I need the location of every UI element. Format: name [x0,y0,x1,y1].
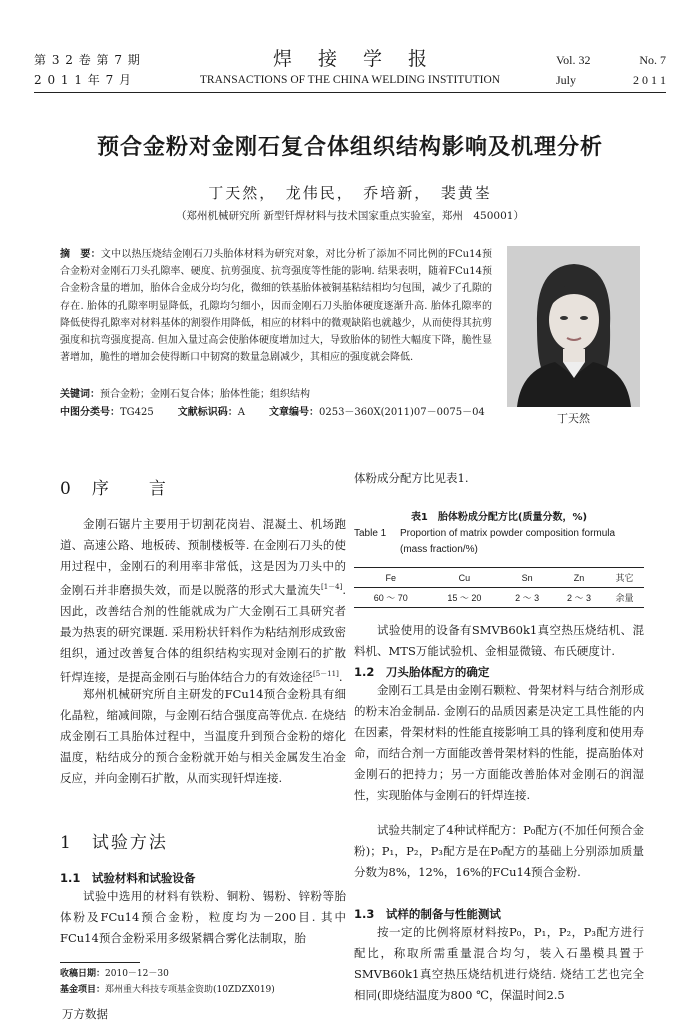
section-1-3-heading: 1.3 试样的制备与性能测试 [354,907,501,921]
section-1-heading [60,828,346,853]
table-cell: 2 ～ 3 [567,593,592,603]
header-rule [34,92,666,93]
footnote-rule [60,962,140,963]
table-header-cell: Fe [385,572,397,583]
table-header-cell: 其它 [615,573,634,583]
table-header-row [354,568,644,588]
citation-2: [5－11] [313,670,339,679]
clc-value: TG425 [120,407,154,418]
table-cell: 余量 [615,593,634,603]
header-left [34,50,141,90]
issue-date: 2 0 1 1 年 7 月 [34,73,133,87]
keywords [60,386,492,403]
classification-line [60,404,492,421]
table-cell: 2 ～ 3 [515,593,540,603]
keywords-label: 关键词： [60,389,100,400]
section-0-title: 序 言 [91,479,168,499]
watermark-text: 万方数据 [62,1007,108,1021]
section-0-heading [60,474,346,499]
doc-code-value: A [237,407,245,418]
article-authors: 丁天然， 龙伟民， 乔培新， 裴黄峑 [208,184,492,202]
fund-label: 基金项目： [60,985,106,995]
abstract-text: 文中以热压烧结金刚石刀头胎体材料为研究对象，对比分析了添加不同比例的FCu14预合金粉对金刚石刀头孔隙率、硬度、抗剪强度、抗弯强度等性能的影响. 结果表明，随着FCu14预合金粉含量的增加，胎体合金成分均匀化，微细的铁基胎体被铜基粘结相均匀包围，减少了孔隙的存在. 胎体的孔隙率明显降低，孔隙均匀细小，因而金刚石刀头胎体硬度逐渐升高. 胎体孔隙率的降低使得孔隙率对材料基体的割裂作用降低，相应的材料中的微观缺陷也就越少，从而使得其抗剪强度和抗弯强度提高. 但加入量过高会使胎体硬度增加过大，导致胎体的韧性大幅度下降，脆性显著增加，脆性的增加会使得断口中韧窝的数量急剧减少，其相应的强度就会降低. [60,249,493,364]
month-en: July [556,73,577,87]
author-photo [507,246,640,407]
header-right [556,50,666,90]
footnote-received [60,966,350,982]
section-1-title: 试验方法 [91,833,168,853]
clc-label: 中图分类号： [60,407,120,418]
header-center [150,47,550,89]
table-1-caption-cn: 表1 胎体粉成分配方比(质量分数，%) [410,512,588,523]
abstract [60,246,492,366]
table-cell: 60 ～ 70 [373,593,408,603]
table-header-cell: Sn [521,572,533,583]
section-0-number: 0 [60,479,73,499]
intro-p1-part-a: 金刚石锯片主要用于切割花岗岩、混凝土、机场跑道、高速公路、地板砖、预制楼板等. 在金刚石刀头的使用过程中，金刚石的利用率非常低，这是因为刀头中的金刚石并非磨损失效，而是以脱落的形式大量流失 [60,517,346,598]
keywords-text: 预合金粉；金刚石复合体；胎体性能；组织结构 [100,389,310,400]
photo-caption: 丁天然 [557,412,590,425]
formula-paragraph: 金刚石工具是由金刚石颗粒、骨架材料与结合剂形成的粉末冶金制品. 金刚石的品质因素是决定工具性能的内在因素，骨架材料的性能直接影响工具的锋利度和使用寿命，而结合剂一方面能改善骨架材料的性能，提高胎体对金刚石的把持力；另一方面能改善胎体对金刚石的润湿性，实现胎体与金刚石的钎焊连接. [354,683,644,803]
fund-text: 郑州重大科技专项基金资助(10ZDZX019) [105,985,275,995]
received-label: 收稿日期： [60,969,106,979]
footnote-fund [60,982,350,998]
journal-name-cn: 焊接学报 [272,48,453,70]
received-date: 2010－12－30 [105,969,169,979]
journal-name-en: TRANSACTIONS OF THE CHINA WELDING INSTITUTION [199,74,501,86]
author-affiliation: （郑州机械研究所 新型钎焊材料与技术国家重点实验室，郑州 450001） [176,210,524,222]
doc-code-label: 文献标识码： [177,407,238,418]
article-no-value: 0253－360X(2011)07－0075－04 [318,407,485,418]
article-no-label: 文章编号： [268,407,319,418]
abstract-label: 摘 要： [60,249,101,260]
section-1-2-heading: 1.2 刀头胎体配方的确定 [354,665,490,679]
table-header-cell: Zn [573,572,585,583]
intro-paragraph-2: 郑州机械研究所自主研发的FCu14预合金粉具有细化晶粒，缩减间隙，与金刚石结合强度高等优点. 在烧结成金刚石工具胎体过程中，当温度升到预合金粉的熔化温度，粘结成分的预合金粉就开始与相关金属发生冶金反应，并向金刚石扩散，从而实现钎焊连接. [60,687,346,786]
materials-paragraph: 试验中选用的材料有铁粉、铜粉、锡粉、锌粉等胎体粉及FCu14预合金粉，粒度均为－200目. 其中FCu14预合金粉采用多级紧耦合雾化法制取，胎 [60,889,346,946]
table-1 [354,567,644,608]
article-title: 预合金粉对金刚石复合体组织结构影响及机理分析 [96,135,603,160]
volume-en: Vol. 32 [556,53,591,67]
intro-p1-part-b: . 因此，改善结合剂的性能就成为广大金刚石工具研究者最为热衷的研究课题. 采用粉状钎料作为粘结剂形成致密组织，通过改善复合体的组织结构实现对金刚石的扩散钎焊连接，是提高金刚石与胎体结合力的有效途径 [60,583,346,685]
table-row [354,588,644,608]
table-1-caption-en-line2: (mass fraction/%) [400,544,478,555]
section-1-1-heading: 1.1 试验材料和试验设备 [60,871,196,885]
section-1-number: 1 [60,833,73,853]
table-1-caption-en [354,526,644,558]
preparation-paragraph: 按一定的比例将原材料按P₀，P₁，P₂，P₃配方进行配比，称取所需重量混合均匀，装入石墨模具置于SMVB60k1真空热压烧结机进行烧结. 烧结工艺也完全相同(即烧结温度为800 ℃，保温时间2.5 [354,925,644,1003]
volume-issue: 第 3 2 卷 第 7 期 [34,53,141,67]
table-cell: 15 ～ 20 [447,593,482,603]
number-en: No. 7 [639,53,666,67]
year-en: 2 0 1 1 [633,73,666,87]
intro-paragraph-1 [60,514,346,688]
author-portrait-image [507,246,640,407]
table-header-cell: Cu [458,572,471,583]
table-intro-paragraph: 体粉成分配方比见表1. [354,471,469,485]
sample-formula-paragraph: 试验共制定了4种试样配方：P₀配方(不加任何预合金粉)；P₁，P₂，P₃配方是在P₀配方的基础上分别添加质量分数为8%，12%，16%的FCu14预合金粉. [354,823,644,880]
equipment-paragraph: 试验使用的设备有SMVB60k1真空热压烧结机、混料机、MTS万能试验机、金相显微镜、布氏硬度计. [354,623,644,659]
table-1-label-en: Table 1 [354,528,387,539]
citation-1: [1－4] [320,583,343,592]
table-1-caption-en-line1: Proportion of matrix powder composition formula [400,528,616,539]
intro-p1-part-c: . [338,670,343,685]
